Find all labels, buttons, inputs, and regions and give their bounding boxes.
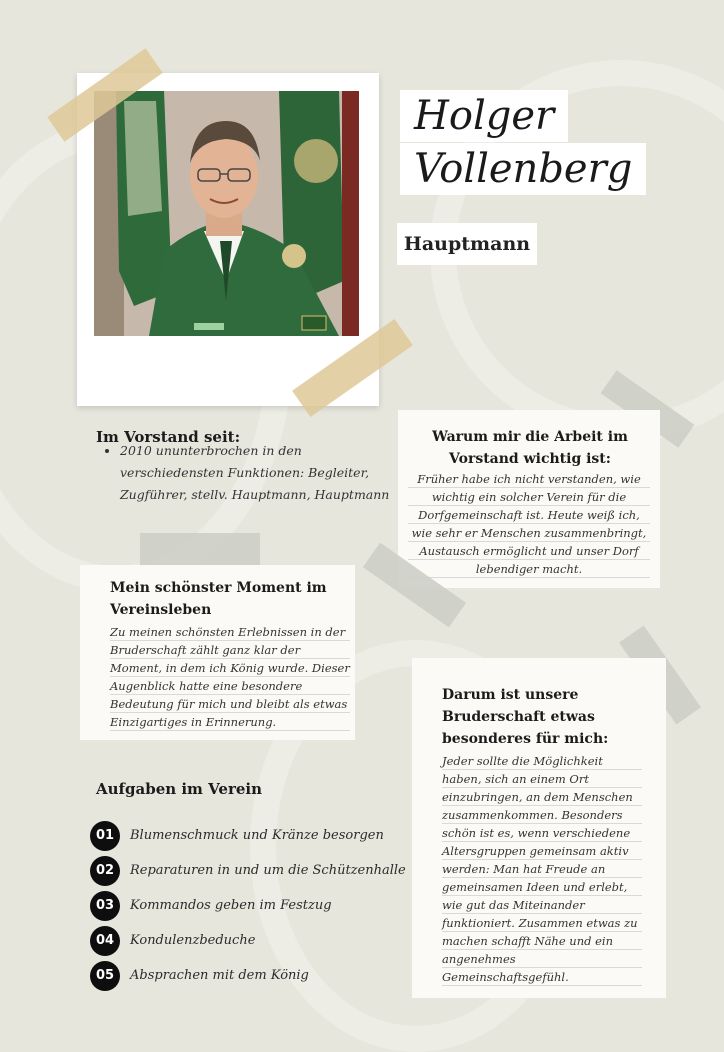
role-label: Hauptmann — [397, 223, 537, 265]
aufgabe-text: Kommandos geben im Festzug — [130, 897, 332, 913]
moment-text: Zu meinen schönsten Erlebnissen in der Bruderschaft zählt ganz klar der Moment, in dem ich König wurde. Dieser Augenblick hatte eine besondere Bedeutung für mich und bleibt als etwas Einzigartiges in Erinnerung. — [110, 625, 350, 729]
aufgaben-heading: Aufgaben im Verein — [96, 780, 263, 798]
besonders-heading: Darum ist unsere Bruderschaft etwas besonderes für mich: — [442, 687, 609, 747]
aufgabe-item — [90, 888, 410, 923]
first-name: Holger — [400, 90, 568, 142]
aufgabe-number-badge: 04 — [90, 926, 120, 956]
warum-heading: Warum mir die Arbeit im Vorstand wichtig ist: — [432, 429, 628, 467]
aufgabe-number-badge: 01 — [90, 821, 120, 851]
profile-photo-frame — [77, 73, 379, 406]
profile-photo-illustration — [94, 91, 359, 336]
aufgabe-text: Kondulenzbeduche — [130, 932, 256, 948]
aufgaben-list — [90, 818, 410, 993]
warum-text: Früher habe ich nicht verstanden, wie wichtig ein solcher Verein für die Dorfgemeinschaft ist. Heute weiß ich, wie sehr er Menschen zusammenbringt, Austausch ermöglicht und unser Dorf lebendiger macht. — [408, 470, 650, 578]
vorstand-item: • 2010 ununterbrochen in den verschiedensten Funktionen: Begleiter, Zugführer, stellv. Hauptmann, Hauptmann — [120, 440, 390, 506]
profile-photo — [94, 91, 359, 336]
aufgabe-number-badge: 05 — [90, 961, 120, 991]
warum-card — [398, 410, 660, 588]
aufgabe-text: Absprachen mit dem König — [130, 967, 309, 983]
moment-heading: Mein schönster Moment im Vereinsleben — [110, 580, 327, 618]
aufgabe-item — [90, 818, 410, 853]
besonders-card — [412, 658, 666, 998]
aufgabe-item — [90, 853, 410, 888]
aufgabe-item — [90, 958, 410, 993]
aufgabe-text: Reparaturen in und um die Schützenhalle — [130, 862, 406, 878]
aufgabe-number-badge: 02 — [90, 856, 120, 886]
moment-card — [80, 565, 355, 740]
last-name: Vollenberg — [400, 143, 646, 195]
vorstand-list — [96, 440, 390, 506]
aufgabe-item — [90, 923, 410, 958]
aufgabe-number-badge: 03 — [90, 891, 120, 921]
besonders-text: Jeder sollte die Möglichkeit haben, sich an einem Ort einzubringen, an dem Menschen zusammenkommen. Besonders schön ist es, wenn verschiedene Altersgruppen gemeinsam aktiv werden: Man hat Freude an gemeinsamen Ideen und erlebt, wie gut das Miteinander funktioniert. Zusammen etwas zu machen schafft Nähe und ein angenehmes Gemeinschaftsgefühl. — [442, 752, 642, 986]
aufgabe-text: Blumenschmuck und Kränze besorgen — [130, 827, 384, 843]
vorstand-heading: Im Vorstand seit: — [96, 428, 241, 446]
